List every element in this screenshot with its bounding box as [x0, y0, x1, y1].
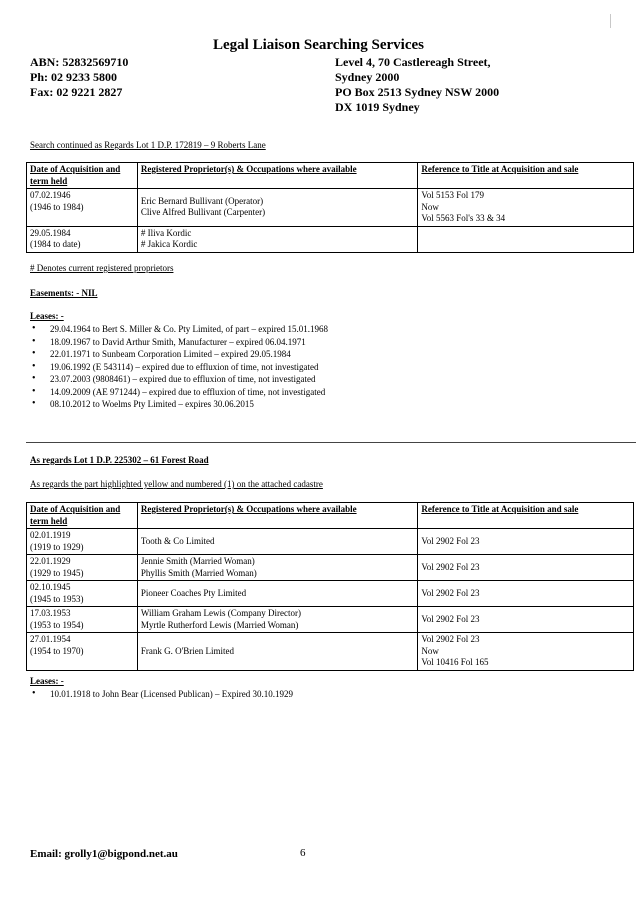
- easements-heading: Easements: - NIL: [30, 288, 98, 298]
- title-history-table-1: [26, 162, 634, 253]
- proprietor-cell: # Iliva Kordic # Jakica Kordic: [137, 226, 418, 252]
- table-row: [27, 633, 634, 671]
- phone-line: Ph: 02 9233 5800: [30, 70, 117, 84]
- reference-cell: [418, 226, 634, 252]
- date-cell: 22.01.1929 (1929 to 1945): [27, 555, 138, 581]
- list-item: • 29.04.1964 to Bert S. Miller & Co. Pty Limited, of part – expired 15.01.1968: [30, 323, 620, 336]
- table-header-row: [27, 163, 634, 189]
- reference-cell: Vol 2902 Fol 23: [418, 607, 634, 633]
- address-block: [335, 55, 499, 115]
- reference-cell: Vol 2902 Fol 23 Now Vol 10416 Fol 165: [418, 633, 634, 671]
- list-item: • 23.07.2003 (9808461) – expired due to effluxion of time, not investigated: [30, 373, 620, 386]
- proprietor-cell: Jennie Smith (Married Woman) Phyllis Smith (Married Woman): [137, 555, 418, 581]
- fax-line: Fax: 02 9221 2827: [30, 85, 123, 99]
- address-line: Level 4, 70 Castlereagh Street,: [335, 55, 491, 69]
- table-header-row: [27, 503, 634, 529]
- date-cell: 17.03.1953 (1953 to 1954): [27, 607, 138, 633]
- page-margin-mark: [610, 14, 611, 28]
- date-cell: 27.01.1954 (1954 to 1970): [27, 633, 138, 671]
- column-header: Reference to Title at Acquisition and sale: [418, 503, 634, 529]
- reference-cell: Vol 5153 Fol 179 Now Vol 5563 Fol's 33 & 34: [418, 189, 634, 227]
- table-row: [27, 529, 634, 555]
- leases-heading: Leases: -: [30, 311, 64, 321]
- proprietor-cell: Frank G. O'Brien Limited: [137, 633, 418, 671]
- leases-list: [30, 688, 620, 701]
- proprietor-cell: Tooth & Co Limited: [137, 529, 418, 555]
- date-cell: 02.10.1945 (1945 to 1953): [27, 581, 138, 607]
- address-line: Sydney 2000: [335, 70, 400, 84]
- proprietor-cell: Eric Bernard Bullivant (Operator) Clive Alfred Bullivant (Carpenter): [137, 189, 418, 227]
- table-row: [27, 581, 634, 607]
- column-header: Registered Proprietor(s) & Occupations where available: [137, 503, 418, 529]
- column-header: Reference to Title at Acquisition and sale: [418, 163, 634, 189]
- table-row: [27, 189, 634, 227]
- list-item: • 18.09.1967 to David Arthur Smith, Manufacturer – expired 06.04.1971: [30, 336, 620, 349]
- column-header: Date of Acquisition and term held: [27, 503, 138, 529]
- reference-cell: Vol 2902 Fol 23: [418, 555, 634, 581]
- title-history-table-2: [26, 502, 634, 671]
- section-heading: As regards Lot 1 D.P. 225302 – 61 Forest Road: [30, 455, 209, 465]
- search-continued-line: Search continued as Regards Lot 1 D.P. 172819 – 9 Roberts Lane: [30, 140, 266, 150]
- leases-heading: Leases: -: [30, 676, 64, 686]
- section-divider: [26, 442, 636, 443]
- list-item: • 14.09.2009 (AE 971244) – expired due to effluxion of time, not investigated: [30, 386, 620, 399]
- proprietor-cell: William Graham Lewis (Company Director) Myrtle Rutherford Lewis (Married Woman): [137, 607, 418, 633]
- date-cell: 02.01.1919 (1919 to 1929): [27, 529, 138, 555]
- list-item: • 19.06.1992 (E 543114) – expired due to effluxion of time, not investigated: [30, 361, 620, 374]
- page-number: 6: [300, 847, 306, 859]
- proprietor-cell: Pioneer Coaches Pty Limited: [137, 581, 418, 607]
- table-row: [27, 226, 634, 252]
- table-row: [27, 607, 634, 633]
- column-header: Registered Proprietor(s) & Occupations where available: [137, 163, 418, 189]
- footer-email: Email: grolly1@bigpond.net.au: [30, 848, 178, 860]
- table-row: [27, 555, 634, 581]
- list-item: • 10.01.1918 to John Bear (Licensed Publican) – Expired 30.10.1929: [30, 688, 620, 701]
- list-item: • 22.01.1971 to Sunbeam Corporation Limited – expired 29.05.1984: [30, 348, 620, 361]
- abn-line: ABN: 52832569710: [30, 55, 129, 69]
- company-name: Legal Liaison Searching Services: [213, 37, 424, 53]
- reference-cell: Vol 2902 Fol 23: [418, 529, 634, 555]
- current-proprietors-note: # Denotes current registered proprietors: [30, 263, 174, 273]
- date-cell: 29.05.1984 (1984 to date): [27, 226, 138, 252]
- address-line: DX 1019 Sydney: [335, 100, 420, 114]
- address-line: PO Box 2513 Sydney NSW 2000: [335, 85, 500, 99]
- date-cell: 07.02.1946 (1946 to 1984): [27, 189, 138, 227]
- leases-list: [30, 323, 620, 411]
- reference-cell: Vol 2902 Fol 23: [418, 581, 634, 607]
- contact-block: [30, 55, 128, 100]
- section-subheading: As regards the part highlighted yellow and numbered (1) on the attached cadastre: [30, 479, 323, 489]
- list-item: • 08.10.2012 to Woelms Pty Limited – expires 30.06.2015: [30, 398, 620, 411]
- column-header: Date of Acquisition and term held: [27, 163, 138, 189]
